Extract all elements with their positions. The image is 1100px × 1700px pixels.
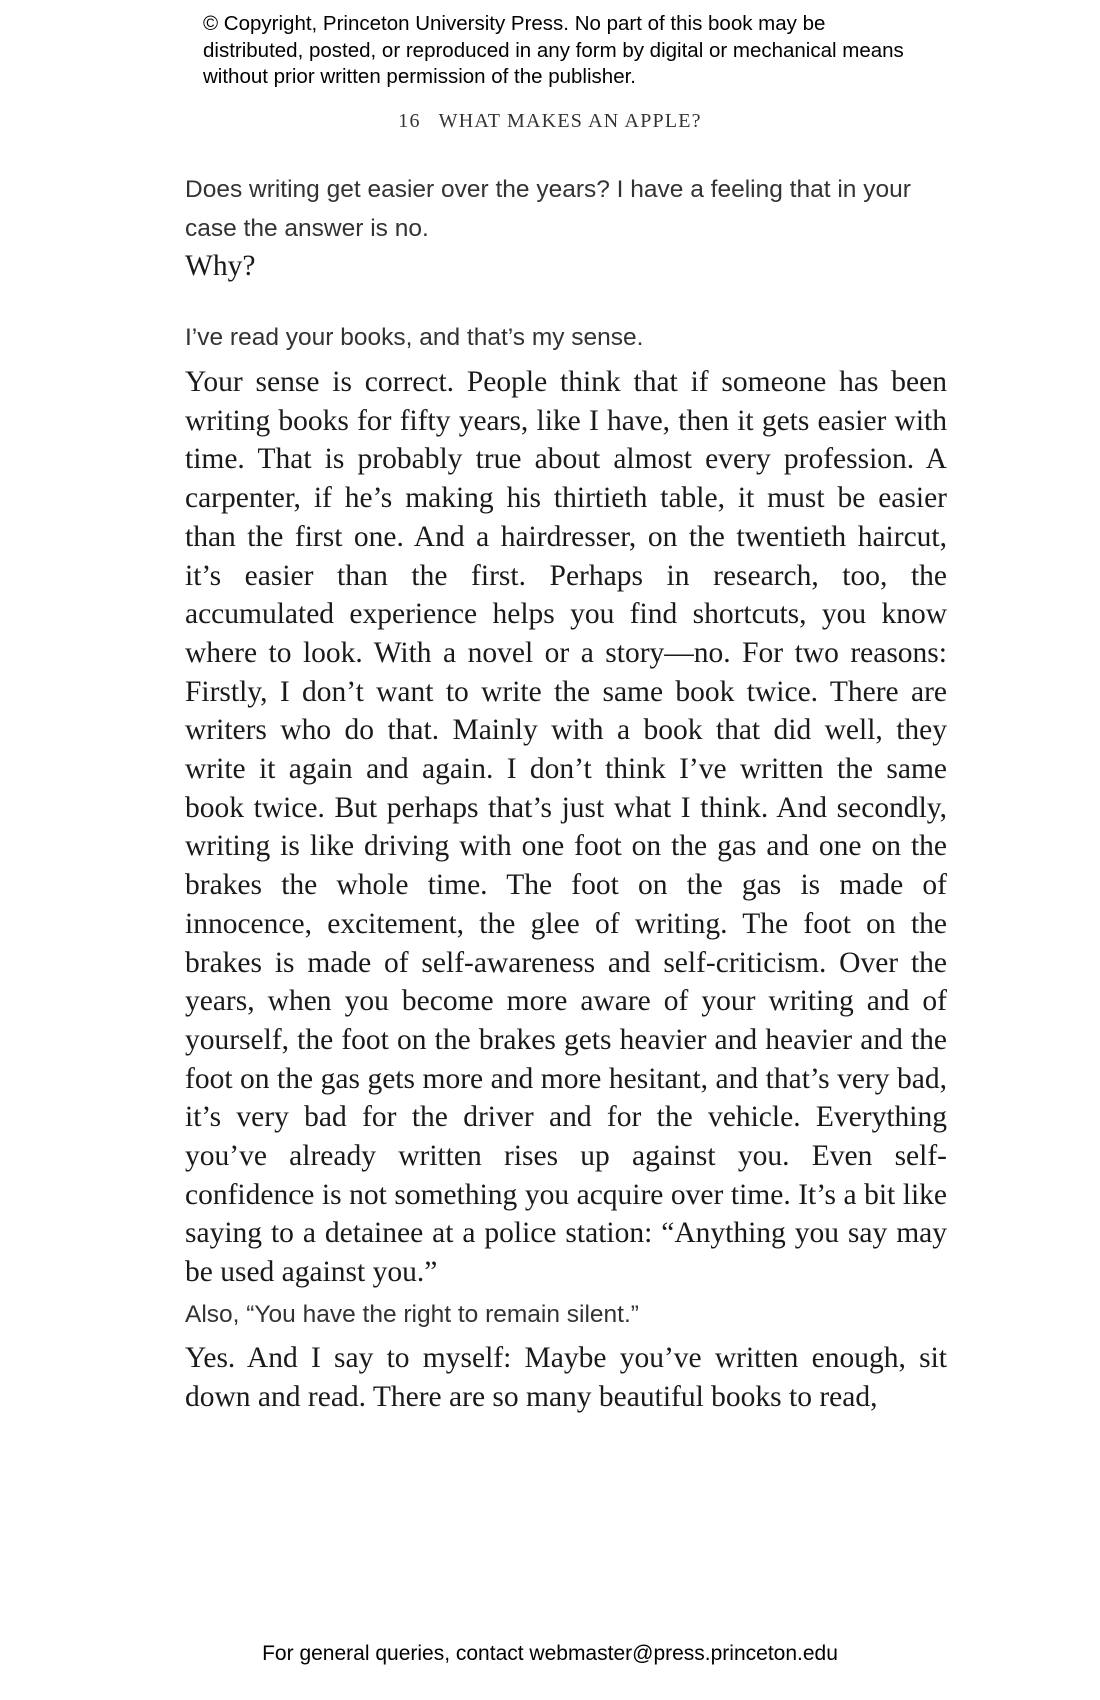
- answer-paragraph-3: Yes. And I say to myself: Maybe you’ve written enough, sit down and read. There are so many beautiful books to read,: [185, 1342, 947, 1413]
- chapter-title: WHAT MAKES AN APPLE?: [438, 110, 702, 132]
- answer-paragraph-2: Your sense is correct. People think that if someone has been writing books for fifty years, like I have, then it gets easier with time. That is probably true about almost every profession. A carpenter, if he’s making his thirtieth table, it must be easier than the first one. And a hairdresser, on the twentieth haircut, it’s easier than the first. Perhaps in research, too, the accumulated experience helps you find shortcuts, you know where to look. With a novel or a story—no. For two reasons: Firstly, I don’t want to write the same book twice. There are writers who do that. Mainly with a book that did well, they write it again and again. I don’t think I’ve written the same book twice. But perhaps that’s just what I think. And secondly, writing is like driving with one foot on the gas and one on the brakes the whole time. The foot on the gas is made of innocence, excitement, the glee of writing. The foot on the brakes is made of self-awareness and self-criticism. Over the years, when you become more aware of your writing and of yourself, the foot on the brakes gets heavier and heavier and the foot on the gas gets more and more hesitant, and that’s very bad, it’s very bad for the driver and for the vehicle. Everything you’ve already written rises up against you. Even self-confidence is not something you acquire over time. It’s a bit like saying to a detainee at a police station: “Anything you say may be used against you.”: [185, 366, 947, 1289]
- answer-paragraph-1: Why?: [185, 250, 256, 282]
- question-paragraph-2: I’ve read your books, and that’s my sense.: [185, 324, 644, 351]
- question-paragraph-1: Does writing get easier over the years? I have a feeling that in your case the answer is no.: [185, 176, 911, 242]
- copyright-notice: © Copyright, Princeton University Press. No part of this book may be distributed, posted, or reproduced in any form by digital or mechanical means without prior written permission of the publisher.: [203, 12, 904, 88]
- footer-contact: For general queries, contact webmaster@press.princeton.edu: [262, 1642, 838, 1665]
- running-head: [0, 110, 1100, 133]
- page-number: 16: [398, 110, 421, 132]
- question-paragraph-3: Also, “You have the right to remain silent.”: [185, 1301, 639, 1328]
